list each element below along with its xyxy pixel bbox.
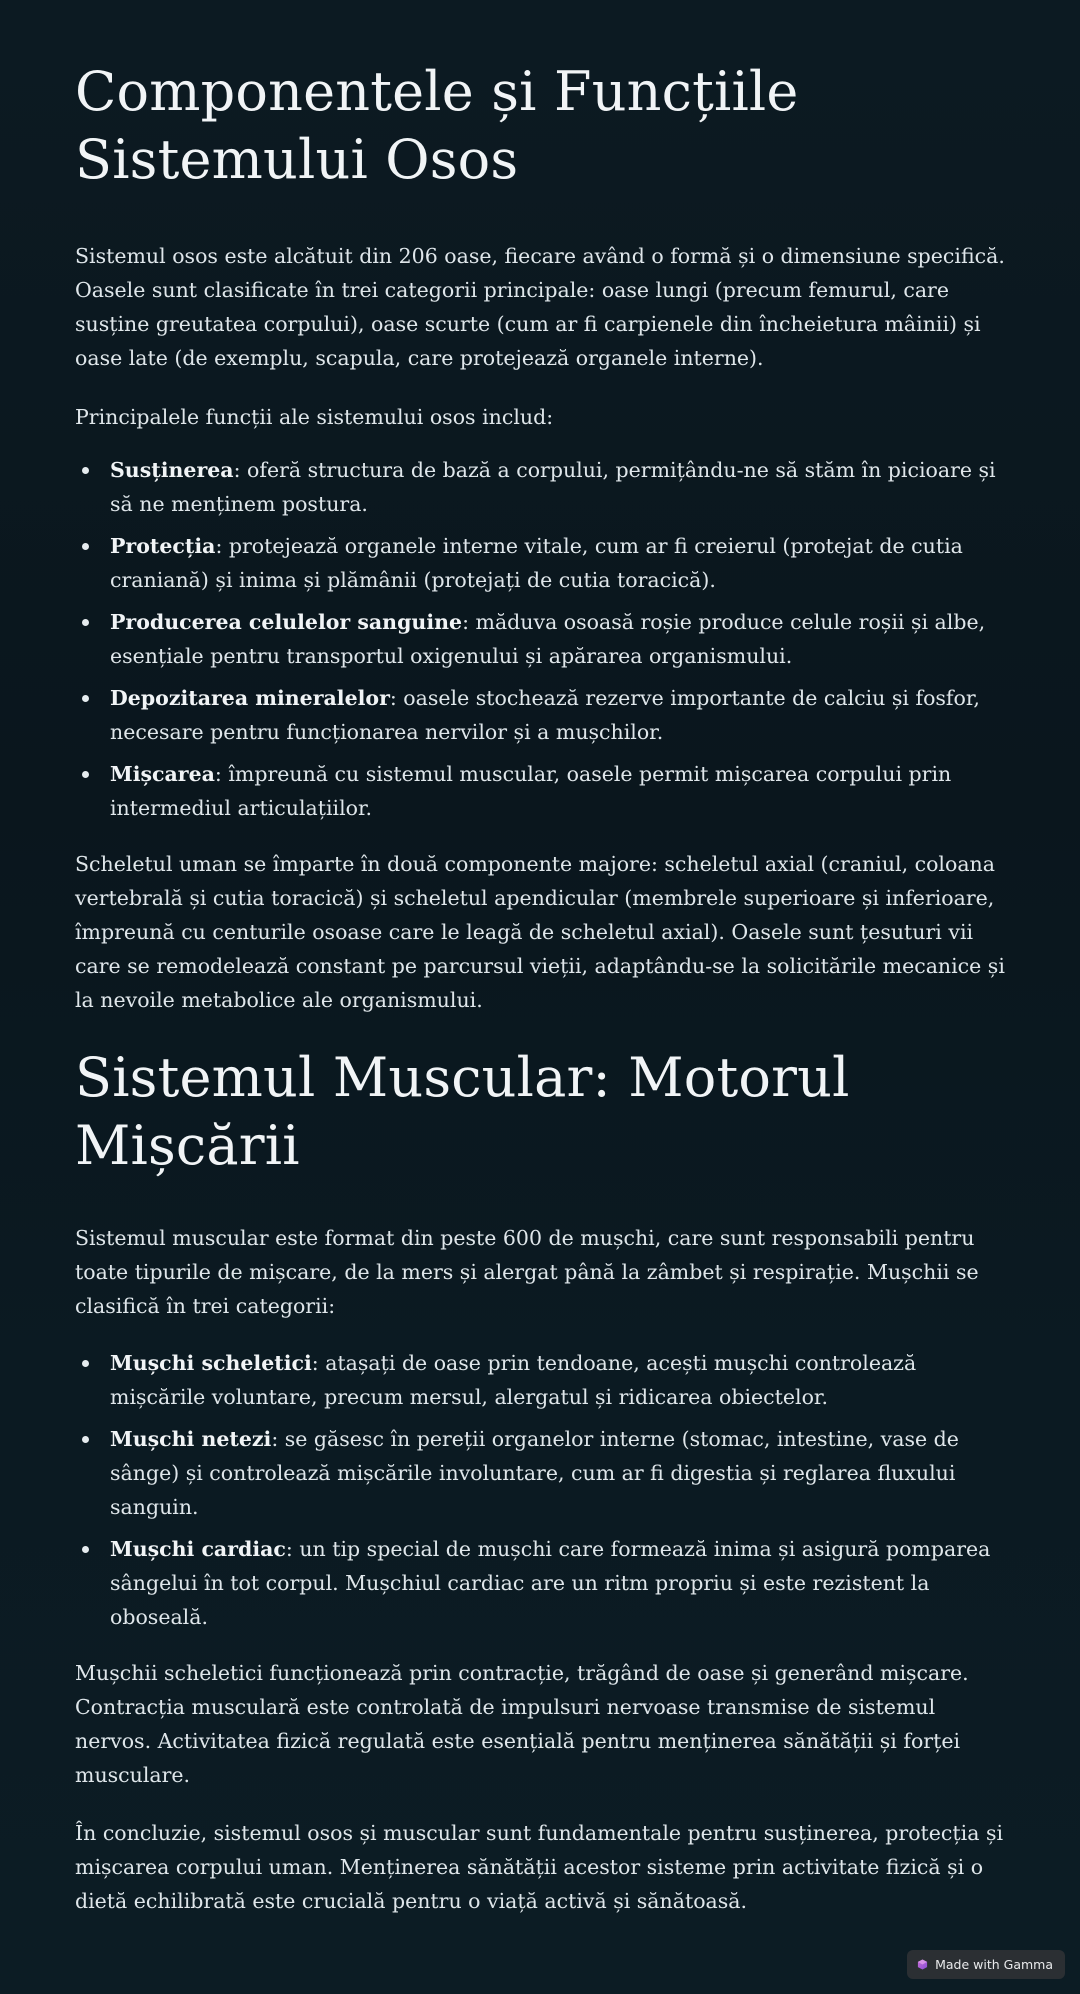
list-item — [75, 1532, 1010, 1634]
list-item-term: Mușchi netezi — [110, 1427, 272, 1451]
list-item-term: Mușchi scheletici — [110, 1351, 312, 1375]
muscle-types-list — [75, 1346, 1010, 1634]
list-item — [75, 757, 1010, 825]
badge-label: Made with Gamma — [935, 1957, 1053, 1972]
list-item — [75, 605, 1010, 673]
list-item-term: Protecția — [110, 534, 216, 558]
list-item — [75, 453, 1010, 521]
list-item-term: Mușchi cardiac — [110, 1537, 286, 1561]
skeleton-paragraph: Scheletul uman se împarte în două componente majore: scheletul axial (craniul, coloana vertebrală și cutia toracică) și scheletul apendicular (membrele superioare și inferioare, împreună cu centurile osoase care le leagă de scheletul axial). Oasele sunt țesuturi vii care se remodelează constant pe parcursul vieții, adaptându-se la solicitările mecanice și la nevoile metabolice ale organismului. — [75, 852, 1005, 1012]
list-item-term: Mișcarea — [110, 762, 215, 786]
list-item-text: : protejează organele interne vitale, cum ar fi creierul (protejat de cutia craniană) și inima și plămânii (protejați de cutia toracică). — [110, 534, 963, 592]
contraction-paragraph: Mușchii scheletici funcționează prin contracție, trăgând de oase și generând mișcare. Contracția musculară este controlată de impulsuri nervoase transmise de sistemul nervos. Activitatea fizică regulată este esențială pentru menținerea sănătății și forței musculare. — [75, 1661, 969, 1787]
list-item-text: : oferă structura de bază a corpului, permițându-ne să stăm în picioare și să ne menținem postura. — [110, 458, 996, 516]
list-item-term: Producerea celulelor sanguine — [110, 610, 463, 634]
skeletal-functions-list — [75, 453, 1010, 825]
list-item-text: : oasele stochează rezerve importante de calciu și fosfor, necesare pentru funcționarea nervilor și a mușchilor. — [110, 686, 980, 744]
list-item — [75, 529, 1010, 597]
list-item — [75, 1346, 1010, 1414]
list-item-text: : măduva osoasă roșie produce celule roșii și albe, esențiale pentru transportul oxigenului și apărarea organismului. — [110, 610, 986, 668]
list-item-text: : un tip special de mușchi care formează inima și asigură pomparea sângelui în tot corpul. Mușchiul cardiac are un ritm propriu și este rezistent la oboseală. — [110, 1537, 991, 1629]
list-item — [75, 1422, 1010, 1524]
document-page — [75, 58, 1010, 1918]
section-title-skeletal: Componentele și Funcțiile Sistemului Osos — [75, 60, 799, 191]
conclusion-paragraph: În concluzie, sistemul osos și muscular sunt fundamentale pentru susținerea, protecția și mișcarea corpului uman. Menținerea sănătății acestor sisteme prin activitate fizică și o dietă echilibrată este crucială pentru o viață activă și sănătoasă. — [75, 1821, 1004, 1913]
muscular-intro-paragraph: Sistemul muscular este format din peste 600 de mușchi, care sunt responsabili pentru toate tipurile de mișcare, de la mers și alergat până la zâmbet și respirație. Mușchii se clasifică în trei categorii: — [75, 1226, 979, 1318]
list-item — [75, 681, 1010, 749]
list-item-term: Susținerea — [110, 458, 234, 482]
list-item-text: : se găsesc în pereții organelor interne (stomac, intestine, vase de sânge) și controlează mișcările involuntare, cum ar fi digestia și reglarea fluxului sanguin. — [110, 1427, 959, 1519]
list-item-term: Depozitarea mineralelor — [110, 686, 390, 710]
section-title-muscular: Sistemul Muscular: Motorul Mișcării — [75, 1046, 850, 1177]
skeletal-intro-paragraph: Sistemul osos este alcătuit din 206 oase, fiecare având o formă și o dimensiune specifică. Oasele sunt clasificate în trei categorii principale: oase lungi (precum femurul, care susține greutatea corpului), oase scurte (cum ar fi carpienele din încheietura mâinii) și oase late (de exemplu, scapula, care protejează organele interne). — [75, 244, 1005, 370]
skeletal-functions-lead: Principalele funcții ale sistemului osos includ: — [75, 405, 554, 429]
made-with-gamma-badge[interactable] — [907, 1950, 1065, 1979]
list-item-text: : atașați de oase prin tendoane, acești mușchi controlează mișcările voluntare, precum mersul, alergatul și ridicarea obiectelor. — [110, 1351, 917, 1409]
list-item-text: : împreună cu sistemul muscular, oasele permit mișcarea corpului prin intermediul articulațiilor. — [110, 762, 952, 820]
gamma-logo-icon — [917, 1959, 928, 1970]
